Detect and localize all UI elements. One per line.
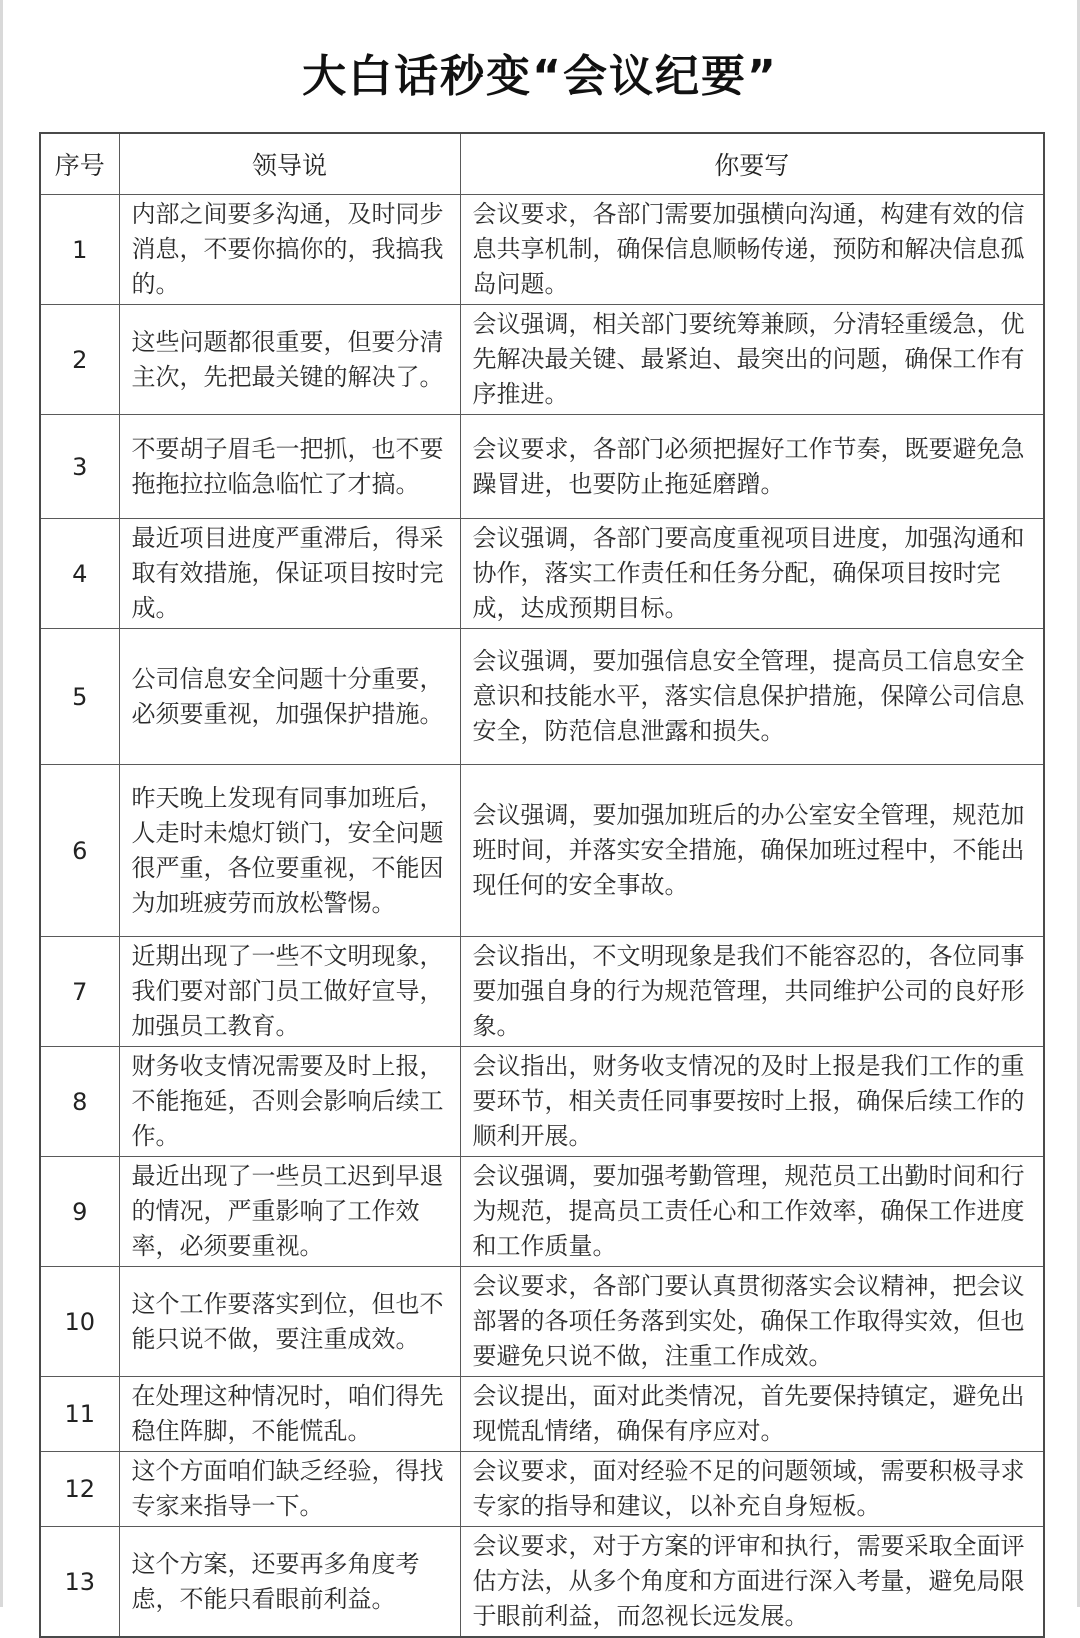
leader-says-cell: 最近项目进度严重滞后，得采取有效措施，保证项目按时完成。: [119, 519, 460, 629]
table-row: [40, 519, 1044, 629]
table-row: [40, 415, 1044, 519]
row-number: 2: [40, 305, 119, 415]
leader-says-cell: 公司信息安全问题十分重要，必须要重视，加强保护措施。: [119, 629, 460, 765]
you-write-cell: 会议强调，要加强考勤管理，规范员工出勤时间和行为规范，提高员工责任心和工作效率，确保工作进度和工作质量。: [460, 1157, 1044, 1267]
row-number: 1: [40, 195, 119, 305]
you-write-cell: 会议强调，要加强加班后的办公室安全管理，规范加班时间，并落实安全措施，确保加班过程中，不能出现任何的安全事故。: [460, 765, 1044, 937]
header-number: 序号: [40, 133, 119, 195]
row-number: 11: [40, 1377, 119, 1452]
you-write-cell: 会议要求，对于方案的评审和执行，需要采取全面评估方法，从多个角度和方面进行深入考量，避免局限于眼前利益，而忽视长远发展。: [460, 1527, 1044, 1638]
you-write-cell: 会议要求，各部门要认真贯彻落实会议精神，把会议部署的各项任务落到实处，确保工作取得实效，但也要避免只说不做，注重工作成效。: [460, 1267, 1044, 1377]
table-row: [40, 765, 1044, 937]
row-number: 12: [40, 1452, 119, 1527]
row-number: 7: [40, 937, 119, 1047]
table-row: [40, 1157, 1044, 1267]
leader-says-cell: 财务收支情况需要及时上报，不能拖延，否则会影响后续工作。: [119, 1047, 460, 1157]
row-number: 9: [40, 1157, 119, 1267]
table-row: [40, 1047, 1044, 1157]
table-header-row: [40, 133, 1044, 195]
you-write-cell: 会议指出，不文明现象是我们不能容忍的，各位同事要加强自身的行为规范管理，共同维护公司的良好形象。: [460, 937, 1044, 1047]
leader-says-cell: 这个工作要落实到位，但也不能只说不做，要注重成效。: [119, 1267, 460, 1377]
you-write-cell: 会议强调，要加强信息安全管理，提高员工信息安全意识和技能水平，落实信息保护措施，保障公司信息安全，防范信息泄露和损失。: [460, 629, 1044, 765]
row-number: 6: [40, 765, 119, 937]
table-row: [40, 1452, 1044, 1527]
leader-says-cell: 在处理这种情况时，咱们得先稳住阵脚，不能慌乱。: [119, 1377, 460, 1452]
row-number: 3: [40, 415, 119, 519]
leader-says-cell: 最近出现了一些员工迟到早退的情况，严重影响了工作效率，必须要重视。: [119, 1157, 460, 1267]
leader-says-cell: 不要胡子眉毛一把抓，也不要拖拖拉拉临急临忙了才搞。: [119, 415, 460, 519]
table-row: [40, 1527, 1044, 1638]
row-number: 13: [40, 1527, 119, 1638]
leader-says-cell: 这个方面咱们缺乏经验，得找专家来指导一下。: [119, 1452, 460, 1527]
table-row: [40, 937, 1044, 1047]
you-write-cell: 会议指出，财务收支情况的及时上报是我们工作的重要环节，相关责任同事要按时上报，确保后续工作的顺利开展。: [460, 1047, 1044, 1157]
leader-says-cell: 这些问题都很重要，但要分清主次，先把最关键的解决了。: [119, 305, 460, 415]
page-edge-left: [0, 0, 3, 1607]
you-write-cell: 会议强调，各部门要高度重视项目进度，加强沟通和协作，落实工作责任和任务分配，确保项目按时完成，达成预期目标。: [460, 519, 1044, 629]
you-write-cell: 会议要求，面对经验不足的问题领域，需要积极寻求专家的指导和建议，以补充自身短板。: [460, 1452, 1044, 1527]
you-write-cell: 会议要求，各部门需要加强横向沟通，构建有效的信息共享机制，确保信息顺畅传递，预防和解决信息孤岛问题。: [460, 195, 1044, 305]
table-row: [40, 1267, 1044, 1377]
row-number: 5: [40, 629, 119, 765]
table-row: [40, 305, 1044, 415]
row-number: 10: [40, 1267, 119, 1377]
you-write-cell: 会议提出，面对此类情况，首先要保持镇定，避免出现慌乱情绪，确保有序应对。: [460, 1377, 1044, 1452]
row-number: 8: [40, 1047, 119, 1157]
table-row: [40, 629, 1044, 765]
you-write-cell: 会议要求，各部门必须把握好工作节奏，既要避免急躁冒进，也要防止拖延磨蹭。: [460, 415, 1044, 519]
leader-says-cell: 这个方案，还要再多角度考虑，不能只看眼前利益。: [119, 1527, 460, 1638]
table-row: [40, 195, 1044, 305]
header-leader-says: 领导说: [119, 133, 460, 195]
page-title: 大白话秒变“会议纪要”: [302, 51, 778, 102]
leader-says-cell: 昨天晚上发现有同事加班后，人走时未熄灯锁门，安全问题很严重，各位要重视，不能因为加班疲劳而放松警惕。: [119, 765, 460, 937]
header-you-write: 你要写: [460, 133, 1044, 195]
leader-says-cell: 近期出现了一些不文明现象，我们要对部门员工做好宣导，加强员工教育。: [119, 937, 460, 1047]
leader-says-cell: 内部之间要多沟通，及时同步消息，不要你搞你的，我搞我的。: [119, 195, 460, 305]
row-number: 4: [40, 519, 119, 629]
table-row: [40, 1377, 1044, 1452]
you-write-cell: 会议强调，相关部门要统筹兼顾，分清轻重缓急，优先解决最关键、最紧迫、最突出的问题，确保工作有序推进。: [460, 305, 1044, 415]
meeting-minutes-table: [39, 132, 1045, 1638]
